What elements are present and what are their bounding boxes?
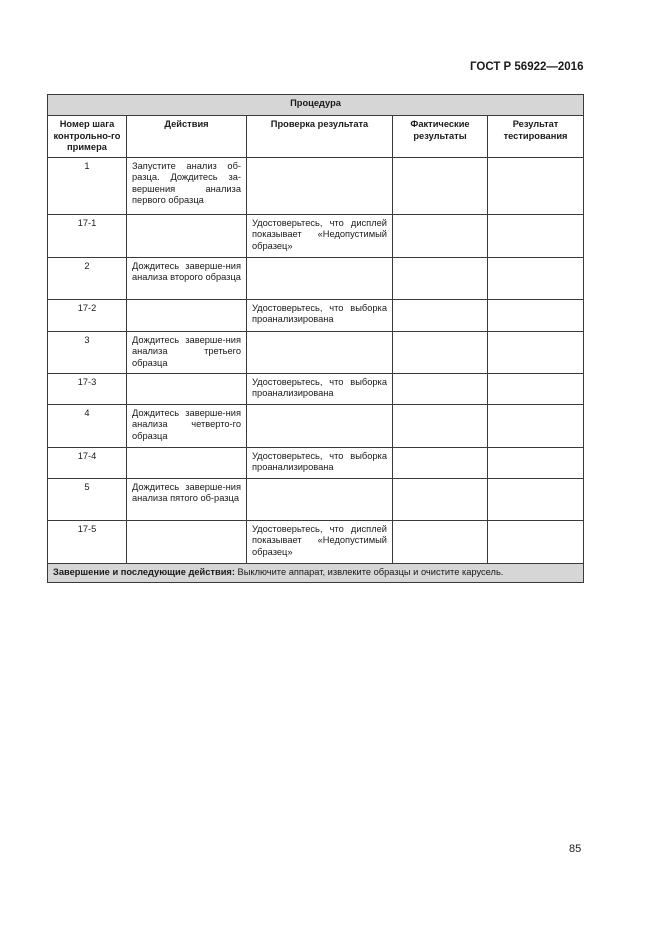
action-cell <box>127 373 247 404</box>
action-cell: Запустите анализ об-разца. Дождитесь за-вершения анализа первого образца <box>127 157 247 214</box>
completion-note <box>48 563 584 582</box>
check-cell: Удостоверьтесь, что выборка проанализирована <box>247 373 393 404</box>
action-cell: Дождитесь заверше-ния анализа четверто-го образца <box>127 404 247 447</box>
actual-cell <box>393 299 488 331</box>
step-number: 17-1 <box>48 214 127 257</box>
actual-cell <box>393 214 488 257</box>
table-row <box>48 373 584 404</box>
action-cell <box>127 214 247 257</box>
table-row <box>48 520 584 563</box>
table-footer-row <box>48 563 584 582</box>
result-cell <box>488 373 584 404</box>
check-cell <box>247 404 393 447</box>
table-row <box>48 299 584 331</box>
check-cell: Удостоверьтесь, что дисплей показывает «Недопустимый образец» <box>247 214 393 257</box>
completion-label: Завершение и последующие действия: <box>53 566 235 577</box>
column-header-step: Номер шага контрольно-го примера <box>48 116 127 158</box>
actual-cell <box>393 404 488 447</box>
actual-cell <box>393 478 488 520</box>
check-cell <box>247 331 393 373</box>
column-header-actual: Фактические результаты <box>393 116 488 158</box>
step-number: 4 <box>48 404 127 447</box>
table-header-row <box>48 116 584 158</box>
actual-cell <box>393 257 488 299</box>
result-cell <box>488 157 584 214</box>
table-row <box>48 478 584 520</box>
result-cell <box>488 299 584 331</box>
action-cell: Дождитесь заверше-ния анализа третьего образца <box>127 331 247 373</box>
table-row <box>48 404 584 447</box>
check-cell: Удостоверьтесь, что выборка проанализирована <box>247 299 393 331</box>
step-number: 3 <box>48 331 127 373</box>
table-row <box>48 257 584 299</box>
completion-text: Выключите аппарат, извлеките образцы и очистите карусель. <box>234 566 504 577</box>
page-number: 85 <box>569 843 582 855</box>
table-row <box>48 157 584 214</box>
result-cell <box>488 214 584 257</box>
procedure-table <box>47 94 584 583</box>
table-row <box>48 447 584 478</box>
action-cell <box>127 520 247 563</box>
step-number: 2 <box>48 257 127 299</box>
result-cell <box>488 478 584 520</box>
action-cell: Дождитесь заверше-ния анализа второго образца <box>127 257 247 299</box>
action-cell <box>127 299 247 331</box>
actual-cell <box>393 373 488 404</box>
result-cell <box>488 520 584 563</box>
column-header-result: Результат тестирования <box>488 116 584 158</box>
column-header-actions: Действия <box>127 116 247 158</box>
check-cell <box>247 157 393 214</box>
check-cell: Удостоверьтесь, что дисплей показывает «Недопустимый образец» <box>247 520 393 563</box>
result-cell <box>488 331 584 373</box>
result-cell <box>488 404 584 447</box>
actual-cell <box>393 520 488 563</box>
actual-cell <box>393 331 488 373</box>
document-header: ГОСТ Р 56922—2016 <box>470 61 584 73</box>
table-row <box>48 214 584 257</box>
action-cell: Дождитесь заверше-ния анализа пятого об-разца <box>127 478 247 520</box>
check-cell: Удостоверьтесь, что выборка проанализирована <box>247 447 393 478</box>
table-title-row <box>48 95 584 116</box>
table-row <box>48 331 584 373</box>
result-cell <box>488 447 584 478</box>
result-cell <box>488 257 584 299</box>
step-number: 5 <box>48 478 127 520</box>
actual-cell <box>393 447 488 478</box>
check-cell <box>247 478 393 520</box>
step-number: 17-5 <box>48 520 127 563</box>
step-number: 1 <box>48 157 127 214</box>
step-number: 17-3 <box>48 373 127 404</box>
step-number: 17-2 <box>48 299 127 331</box>
action-cell <box>127 447 247 478</box>
column-header-check: Проверка результата <box>247 116 393 158</box>
step-number: 17-4 <box>48 447 127 478</box>
check-cell <box>247 257 393 299</box>
table-title: Процедура <box>48 95 584 116</box>
actual-cell <box>393 157 488 214</box>
